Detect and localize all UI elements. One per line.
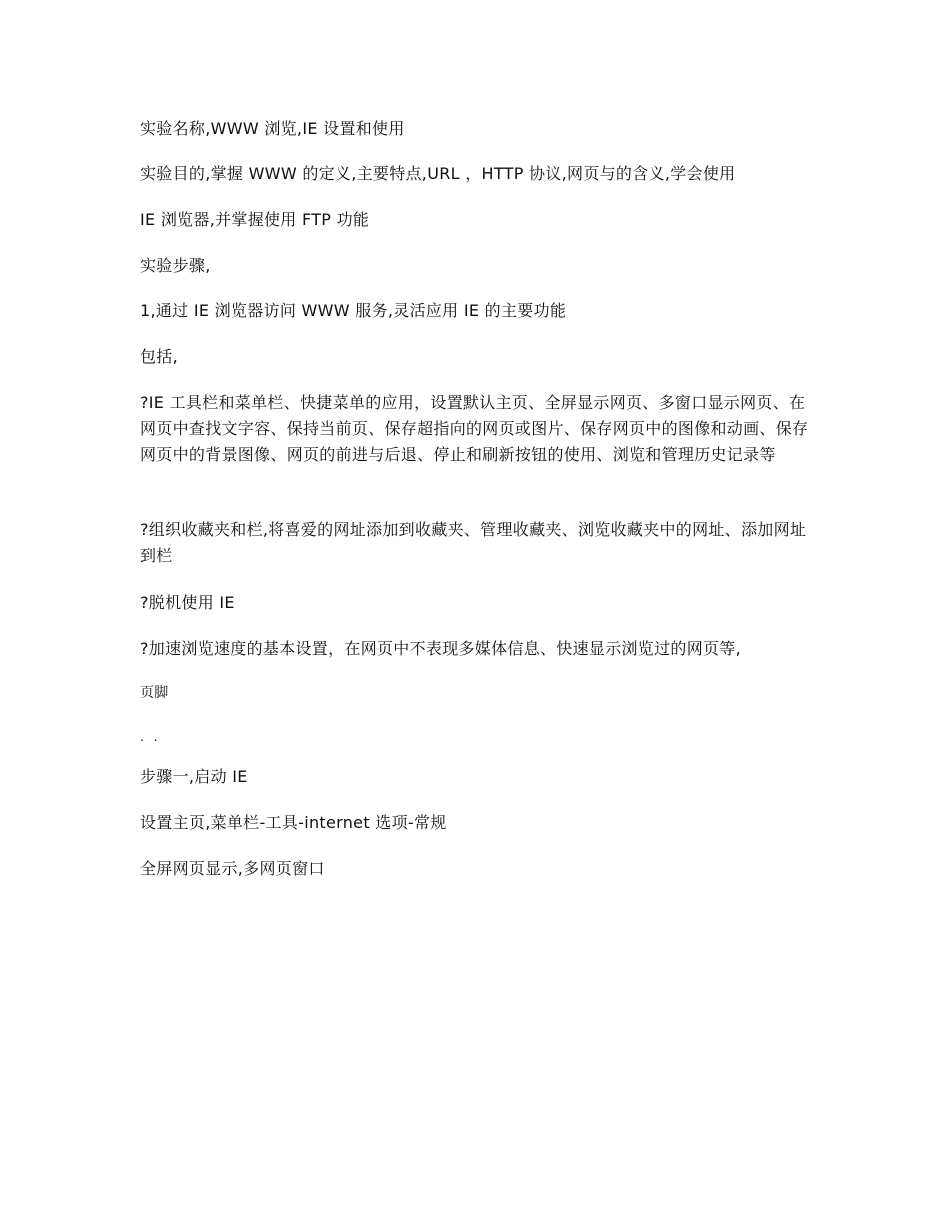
bullet-ie-toolbar: ?IE 工具栏和菜单栏、快捷菜单的应用，设置默认主页、全屏显示网页、多窗口显示网页、在网页中查找文字容、保持当前页、保存超指向的网页或图片、保存网页中的图像和动画、保存网页中的背景图像、网页的前进与后退、停止和刷新按钮的使用、浏览和管理历史记录等 [140,393,809,464]
bullet-offline: ?脱机使用 IE [140,593,235,612]
step-1: 1,通过 IE 浏览器访问 WWW 服务,灵活应用 IE 的主要功能 [140,301,567,320]
steps-heading: 实验步骤, [140,256,211,275]
experiment-purpose-line-2: IE 浏览器,并掌握使用 FTP 功能 [140,210,370,229]
step-one: 步骤一,启动 IE [140,767,248,786]
page-footer: 页脚 [140,685,169,701]
experiment-title: 实验名称,WWW 浏览,IE 设置和使用 [140,119,405,138]
fullscreen-display: 全屏网页显示,多网页窗口 [140,859,325,878]
bullet-favorites: ?组织收藏夹和栏,将喜爱的网址添加到收藏夹、管理收藏夹、浏览收藏夹中的网址、添加网址到栏 [140,520,807,565]
separator-dots: . . [140,730,161,744]
includes-label: 包括, [140,347,178,366]
set-homepage: 设置主页,菜单栏-工具-internet 选项-常规 [140,813,447,832]
experiment-purpose-line-1: 实验目的,掌握 WWW 的定义,主要特点,URL ，HTTP 协议,网页与的含义,学会使用 [140,164,736,183]
bullet-speed: ?加速浏览速度的基本设置，在网页中不表现多媒体信息、快速显示浏览过的网页等, [140,639,741,658]
